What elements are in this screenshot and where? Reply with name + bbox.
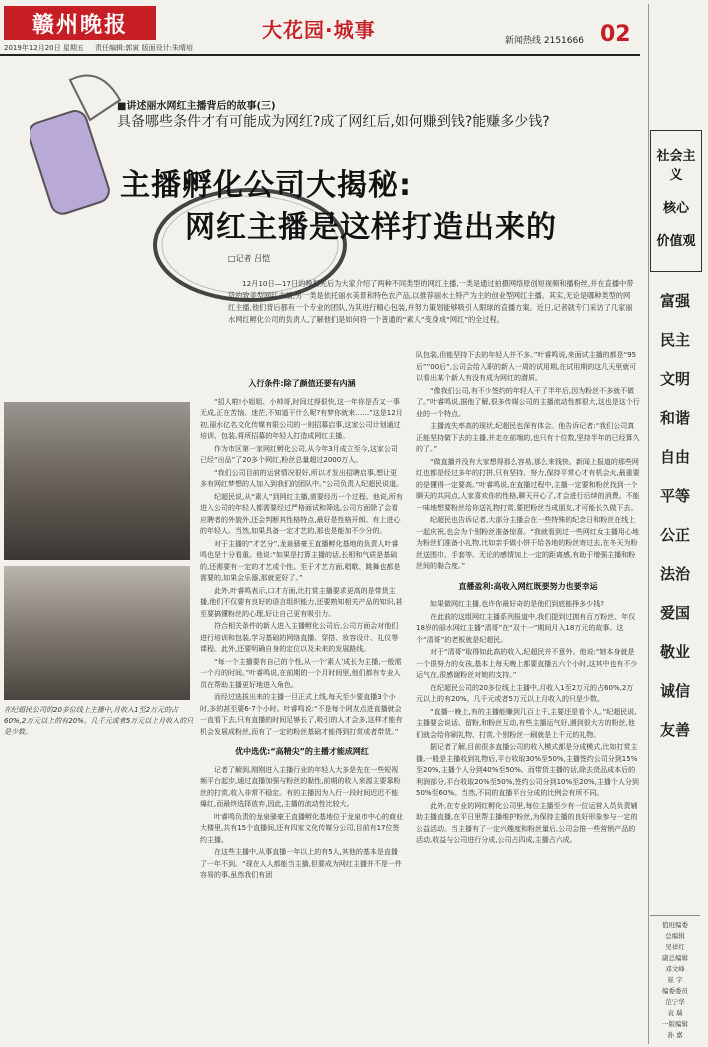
paragraph: 纪超民也告诉记者,大部分主播会在一些特殊的纪念日和粉丝在线上一起庆祝,也会为个别粉丝准备惊喜。“我就看到过一些网红女主播用心地为粉丝们准备小礼物,比如亲手做小饼干给各地的粉丝寄过去,在冬天为粉丝送围巾、手套等。无论的感情加上一定的距离感,有助于增强主播和粉丝间的黏合度。” [416, 516, 639, 570]
credit-line: 范宁华 [665, 998, 685, 1006]
paragraph: 队包装,但能坚持下去的年轻人并不多。”叶睿鸣说,来面试主播的都是“95后”“00后”,公司会给入职的新人一周的试用期,在试用期的这几天里就可以看出某个新人有没有成为网红的潜质。 [416, 351, 637, 382]
filming-photo [4, 566, 190, 700]
group-photo [4, 402, 190, 560]
paragraph: 而经过选拔出来的主播一旦正式上线,每天至少要直播3个小时,多的甚至要6-7个小时。叶睿鸣说:“不是每个网友点进直播就会一直看下去,只有直播的时间足够长了,吸引的人才会多,这样才能有机会发展成粉丝,而有了一定的粉丝基础才能得到打赏或者带货。” [200, 693, 403, 736]
credit-line: 值班编委 [662, 921, 688, 929]
paragraph: 对于“清哥”取得如此高的收入,纪超民并不意外。他说:“她本身就是一个很努力的女孩,基本上每天晚上都要直播五六个小时,这其中也有不少运气在,很感谢粉丝对她的支持。” [416, 648, 638, 679]
paragraph: “像我们公司,有不少签约的年轻人干了半年后,因为粉丝不多就不做了。”叶睿鸣说,据他了解,很多传媒公司的主播流动性都很大,这也是这个行业的一个特点。 [416, 386, 640, 418]
paragraph: “做直播并没有大家想得那么容易,那么来钱快。新闻上报道的那些网红也都是经过多年的打拼,只有坚持、努力,保持平常心才有机会火,最重要的是懂得一定要高。”叶睿鸣说,在直播过程中,主播一定要和粉丝找到一个聊天的共同点,人家喜欢你的性格,聊天开心了,才会进行后续的消费。不能一味地想要粉丝给你送礼物打赏,要把粉丝当成朋友,才可能长久做下去。 [416, 457, 640, 512]
article-column-2 [416, 350, 640, 1040]
value-item: 富强 [659, 292, 690, 310]
credit-line: 总编辑 [665, 932, 685, 940]
paragraph: 在此前的这组网红主播系列报道中,我们提到过拥有百万粉丝、年仅18岁的丽水网红主播“清哥”在“双十一”期间月入18万元的故事。这个“清哥”的老板就是纪超民。 [416, 612, 636, 644]
value-item: 爱国 [659, 604, 690, 622]
headline-line1: 主播孵化公司大揭秘: [120, 168, 412, 203]
value-item: 公正 [659, 526, 690, 544]
value-item: 和谐 [659, 409, 690, 427]
paragraph: 如果做网红主播,也许你最好奇的是他们到底能挣多少钱? [430, 600, 604, 608]
credit-line: 吴祥红 [665, 943, 685, 951]
value-item: 民主 [659, 331, 690, 349]
paragraph: 对于主播的“才艺分”,龙泉骚豪王直播孵化基地的负责人叶睿鸣也是十分看重。他说:“如果是打算主播的话,长相和气质是基础的,还需要有一定的才艺或个性。至于才艺方面,唱歌、跳舞也都是需要的,如果会乐器,那就更好了。” [200, 539, 401, 582]
credit-line: 一版编辑 [662, 1020, 688, 1028]
value-item: 法治 [659, 565, 690, 583]
core-values-box [650, 130, 702, 272]
news-hotline: 新闻热线 2151666 [505, 36, 584, 46]
paragraph: 符合相关条件的新人进入主播孵化公司后,公司方面会对他们进行培训和包装,学习基础的网络直播、穿搭、妆容设计、礼仪等课程。此外,还要明确自身的定位以及未来的发展路线。 [200, 622, 399, 653]
credit-line: 编委委员 [662, 987, 688, 995]
credit-line: 袁 瑞 [667, 1009, 683, 1017]
section-heading: 入行条件:除了颜值还要有内涵 [248, 379, 356, 388]
paragraph: “招人啦!小姐姐、小帅哥,时间过得很快,这一年你是否又一事无成,正在苦恼、迷茫,不知道干什么呢?有梦你就来……”这是12月初,丽水亿名文化传媒有限公司的一则招募启事,这家公司计划通过培训、包装,将所招募的年轻人打造成网红主播。 [200, 397, 403, 440]
core-values-list [650, 282, 700, 750]
paragraph: 在纪超民公司的20多位线上主播中,月收入1至2万元的占60%,2万元以上的有20%。几千元或者5万元以上月收入的只是少数。 [416, 683, 634, 703]
value-item: 平等 [659, 487, 690, 505]
headline-line2: 网红主播是这样打造出来的 [185, 210, 557, 245]
value-item: 诚信 [659, 682, 690, 700]
value-item: 文明 [659, 370, 690, 388]
byline: □记者 吕恺 [228, 254, 271, 263]
value-item: 自由 [659, 448, 690, 466]
paragraph: 纪超民说,从“素人”到网红主播,需要经历一个过程。他说,所有进入公司的年轻人都需要经过严格面试和筛选,公司方面除了会看应聘者的外貌外,还会判断其性格特点,最好是性格开朗、有上进心的年轻人。当然,如果具备一定才艺的,那也是能加不少分的。 [200, 492, 403, 535]
credit-line: 副总编辑 [662, 954, 688, 962]
microphone-icon [30, 108, 112, 217]
section-title: 大花园·城事 [262, 18, 376, 42]
credit-line: 孙 嘉 [667, 1031, 683, 1039]
sidebar-divider [650, 915, 700, 916]
value-item: 敬业 [659, 643, 690, 661]
page-number: 02 [600, 22, 631, 47]
value-item: 友善 [659, 721, 690, 739]
credit-line: 邓文峰 [665, 965, 685, 973]
paragraph: 主播流失率高的现状,纪超民也深有体会。他告诉记者:“我们公司真正能坚持做下去的主播,并走在前端的,也只有十位数,坚持半年的已经算久的了。” [416, 422, 640, 453]
core-values-line3: 价值观 [656, 234, 696, 249]
paragraph: 记者了解到,刚刚进入主播行业的年轻人大多是先在一些短视频平台起步,通过直播加强与粉丝的黏性,前期的收入来源主要靠粉丝的打赏,收入非常不稳定。有的主播因为入行一段时间迟迟不能爆红,而最终选择放弃,因此,主播的流动性比较大。 [200, 765, 401, 808]
duty-credits [650, 920, 700, 1041]
core-values-line1: 社会主义 [656, 149, 696, 183]
series-label: ■讲述丽水网红主播背后的故事(三) [117, 101, 276, 112]
paragraph: 作为市区第一家网红孵化公司,从今年3月成立至今,这家公司已经“出品”了20多个网红,粉丝总量超过2000万人。 [200, 444, 398, 464]
paragraph: “我们公司目前的运营情况很好,所以才发出招聘启事,想让更多有网红梦想的人加入到我们的团队中。”公司负责人纪超民说道。 [200, 468, 404, 488]
paragraph: “每一个主播要有自己的个性,从一个‘素人’成长为主播,一般需一个月的时间。”叶睿鸣说,在前期的一个月时间里,他们都有专业人员在帮助主播更好地进入角色。 [200, 657, 402, 689]
section-heading: 优中选优:“高精尖”的主播才能成网红 [235, 747, 369, 756]
paragraph: 在这些主播中,从事直播一年以上的有5人,其他的基本是直播了一年不到。“现在人人都能当主播,但要成为网红主播并不是一件容易的事,虽然我们有团 [200, 848, 402, 879]
photo-caption: 在纪超民公司的20多位线上主播中,月收入1至2万元的占60%,2万元以上的有20%。几千元或者5万元以上月收入的只是少数。 [4, 706, 194, 736]
article-subtitle: 具备哪些条件才有可能成为网红?成了网红后,如何赚到钱?能赚多少钱? [117, 114, 550, 130]
issue-date: 2019年12月20日 星期五 [4, 44, 84, 52]
article-intro: 12月10日—17日的晚报先后为大家介绍了两种不同类型的网红主播,一类是通过拍摄网络原创短视频和播粉丝,并在直播中带货的致美型网红主播,另一类是依托丽水美景和特色农产品,以推荐丽水土特产为主的创业型网红主播。其实,无论是哪种类型的网红主播,他们背后都有一个专业的团队,为其进行精心包装,并努力策划能够吸引人眼球的直播方案。近日,记者就专门采访了几家丽水网红孵化公司的负责人,了解他们是如何将一个普通的“素人”变身成“网红”的全过程。 [228, 279, 634, 324]
paragraph: 叶睿鸣负责的龙泉骚豪王直播孵化基地位于龙泉市中心的商业大楼里,共有15个直播间,还有四家文化传媒分公司,目前有17位签约主播。 [200, 812, 403, 844]
paragraph: 此外,叶睿鸣表示,口才方面,比打赏主播要求更高的是带货主播,他们不仅要有良好的语言组织能力,还要熟知相关产品的知识,甚至要搞懂粉丝的心理,好让自己更有吸引力。 [200, 586, 403, 618]
newspaper-logo: 赣州晚报 [4, 6, 156, 40]
article-column-1 [200, 370, 404, 1035]
core-values-line2: 核心 [662, 201, 689, 216]
paragraph: 据记者了解,目前很多直播公司的收入模式都是分成模式,比如打赏主播,一般是主播收到礼物后,平台收取30%至50%,主播签约公司分到15%至20%,主播个人分到40%至50%。而带货主播的话,除去货品成本后的利润部分,平台收取20%至50%,签约公司分到10%至20%,主播个人分到50%至60%。当然,不同的直播平台分成的比例会有所不同。 [416, 743, 639, 797]
credit-line: 崔 宇 [667, 976, 683, 984]
section-heading: 直播盈利:高收入网红既要努力也要幸运 [458, 581, 598, 591]
editor-credits: 责任编辑:郭寅 版面设计:朱晴培 [95, 44, 193, 52]
paragraph: 此外,在专业的网红孵化公司里,每位主播至少有一位运营人员负责辅助主播直播,在平日里帮主播维护粉丝,为保持主播的良好形象参与一定的公益活动。当主播有了一定兴趣度和粉丝量后,公司会推一些营销产品的活动,收益与公司进行分成,公司占四成,主播占六成。 [416, 801, 638, 844]
paragraph: “直播一晚上,有的主播能赚到几百上千,主要还是看个人。”纪超民说,主播要会说话、留粉,和粉丝互动,有些主播运气好,遇到很大方的粉丝,他们就会给你刷礼物、打赏,个别粉丝一刷就是上千元的礼物。 [416, 707, 637, 739]
masthead-divider [0, 54, 640, 56]
